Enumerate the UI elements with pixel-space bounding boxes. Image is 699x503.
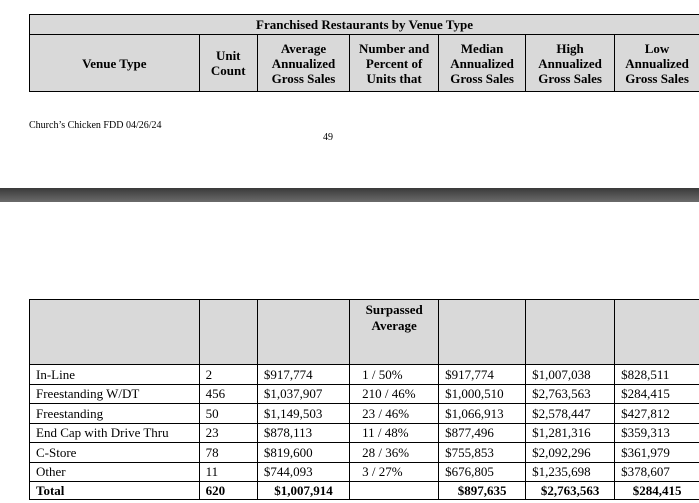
header-cell-empty: [615, 300, 699, 365]
average-cell: $878,113: [257, 423, 349, 443]
median-cell: $755,853: [439, 443, 526, 463]
median-cell: $676,805: [439, 462, 526, 482]
surpassed-cell: 23 / 46%: [350, 404, 439, 424]
table-row: [30, 443, 699, 463]
count-cell: 78: [199, 443, 257, 463]
total-median: $897,635: [439, 482, 526, 500]
col-unit-count: Unit Count: [199, 35, 257, 92]
table-row: [30, 462, 699, 482]
header-cell-empty: [526, 300, 615, 365]
surpassed-cell: 28 / 36%: [350, 443, 439, 463]
venue-cell: C-Store: [30, 443, 200, 463]
median-cell: $877,496: [439, 423, 526, 443]
count-cell: 11: [199, 462, 257, 482]
col-number-percent: Number and Percent of Units that: [350, 35, 439, 92]
total-count: 620: [199, 482, 257, 500]
median-cell: $1,066,913: [439, 404, 526, 424]
low-cell: $378,607: [615, 462, 699, 482]
surpassed-cell: 11 / 48%: [350, 423, 439, 443]
venue-cell: In-Line: [30, 365, 200, 385]
total-high: $2,763,563: [526, 482, 615, 500]
header-cell-empty: [199, 300, 257, 365]
page-divider: [0, 188, 699, 202]
low-cell: $284,415: [615, 384, 699, 404]
surpassed-cell: 1 / 50%: [350, 365, 439, 385]
high-cell: $2,763,563: [526, 384, 615, 404]
high-cell: $2,092,296: [526, 443, 615, 463]
header-cell-empty: [30, 300, 200, 365]
venue-cell: End Cap with Drive Thru: [30, 423, 200, 443]
high-cell: $2,578,447: [526, 404, 615, 424]
count-cell: 456: [199, 384, 257, 404]
venue-cell: Freestanding: [30, 404, 200, 424]
header-cell-empty: [439, 300, 526, 365]
count-cell: 23: [199, 423, 257, 443]
low-cell: $359,313: [615, 423, 699, 443]
median-cell: $1,000,510: [439, 384, 526, 404]
surpassed-cell: 210 / 46%: [350, 384, 439, 404]
low-cell: $361,979: [615, 443, 699, 463]
venue-cell: Other: [30, 462, 200, 482]
total-label: Total: [30, 482, 200, 500]
col-average-sales: Average Annualized Gross Sales: [257, 35, 349, 92]
average-cell: $819,600: [257, 443, 349, 463]
high-cell: $1,281,316: [526, 423, 615, 443]
surpassed-cell: 3 / 27%: [350, 462, 439, 482]
average-cell: $1,149,503: [257, 404, 349, 424]
col-low-sales: Low Annualized Gross Sales: [615, 35, 699, 92]
low-cell: $828,511: [615, 365, 699, 385]
col-venue-type: Venue Type: [30, 35, 200, 92]
table-title: Franchised Restaurants by Venue Type: [30, 15, 699, 35]
total-surpassed: [350, 482, 439, 500]
average-cell: $744,093: [257, 462, 349, 482]
table-row: [30, 423, 699, 443]
col-high-sales: High Annualized Gross Sales: [526, 35, 615, 92]
high-cell: $1,235,698: [526, 462, 615, 482]
count-cell: 50: [199, 404, 257, 424]
table-row: [30, 404, 699, 424]
table-row: [30, 384, 699, 404]
table-row: [30, 365, 699, 385]
page-number: 49: [323, 132, 333, 143]
total-average: $1,007,914: [257, 482, 349, 500]
total-row: [30, 482, 699, 500]
high-cell: $1,007,038: [526, 365, 615, 385]
venue-header-table: [29, 14, 699, 92]
average-cell: $1,037,907: [257, 384, 349, 404]
average-cell: $917,774: [257, 365, 349, 385]
header-cell-empty: [257, 300, 349, 365]
count-cell: 2: [199, 365, 257, 385]
col-surpassed-average: Surpassed Average: [350, 300, 439, 365]
low-cell: $427,812: [615, 404, 699, 424]
venue-data-table: [29, 299, 699, 500]
median-cell: $917,774: [439, 365, 526, 385]
total-low: $284,415: [615, 482, 699, 500]
col-median-sales: Median Annualized Gross Sales: [439, 35, 526, 92]
footer-source: Church’s Chicken FDD 04/26/24: [29, 120, 162, 131]
venue-cell: Freestanding W/DT: [30, 384, 200, 404]
